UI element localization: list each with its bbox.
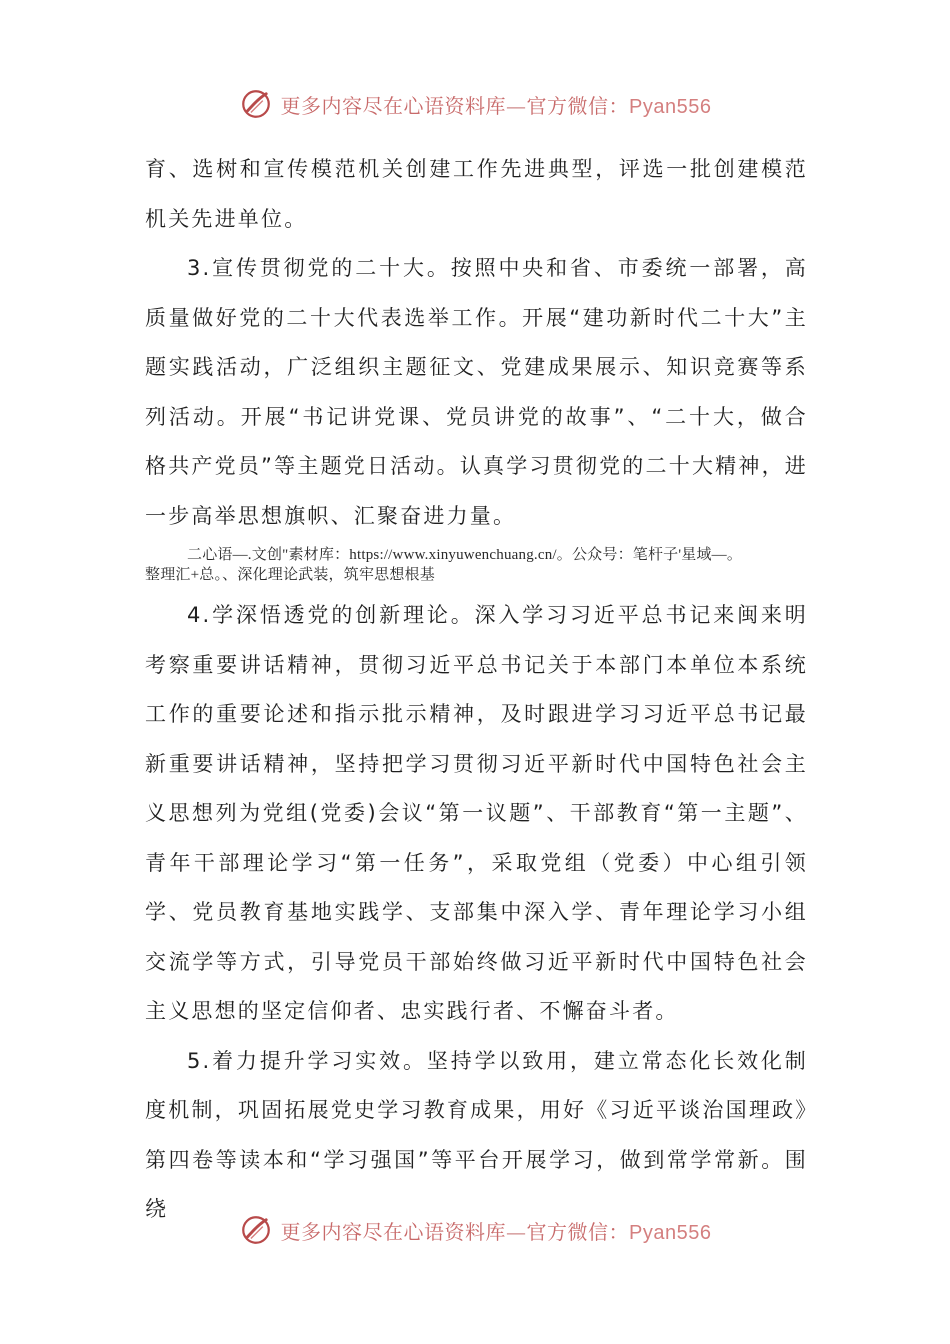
pen-logo-icon [239, 87, 273, 121]
paragraph-2: 3.宣传贯彻党的二十大。按照中央和省、市委统一部署，高质量做好党的二十大代表选举工作。开展“建功新时代二十大”主题实践活动，广泛组织主题征文、党建成果展示、知识竞赛等系列活动。开展“书记讲党课、党员讲党的故事”、“二十大，做合格共产党员”等主题党日活动。认真学习贯彻党的二十大精神，进一步高举思想旗帜、汇聚奋进力量。 [145, 256, 808, 528]
watermark-main-text: 更多内容尽在心语资料库 [280, 93, 507, 118]
watermark-main-text: 更多内容尽在心语资料库 [280, 1219, 507, 1244]
watermark-separator: — [506, 1219, 527, 1244]
inserted-note-line-2: 整理汇+总。、深化理论武装，筑牢思想根基 [145, 567, 435, 583]
watermark-suffix: 官方微信： [526, 1219, 630, 1244]
header-watermark [0, 80, 950, 128]
paragraph-4: 5.着力提升学习实效。坚持学以致用，建立常态化长效化制度机制，巩固拓展党史学习教育成果，用好《习近平谈治国理政》第四卷等读本和“学习强国”等平台开展学习，做到常学常新。围绕 [145, 1048, 808, 1221]
paragraph-3: 4.学深悟透党的创新理论。深入学习习近平总书记来闽来明考察重要讲话精神，贯彻习近平总书记关于本部门本单位本系统工作的重要论述和指示批示精神，及时跟进学习习近平总书记最新重要讲话精神，坚持把学习贯彻习近平新时代中国特色社会主义思想列为党组(党委)会议“第一议题”、干部教育“第一主题”、青年干部理论学习“第一任务”，采取党组（党委）中心组引领学、党员教育基地实践学、支部集中深入学、青年理论学习小组交流学等方式，引导党员干部始终做习近平新时代中国特色社会主义思想的坚定信仰者、忠实践行者、不懈奋斗者。 [145, 603, 808, 1023]
paragraph-1: 育、选树和宣传模范机关创建工作先进典型，评选一批创建模范机关先进单位。 [145, 157, 808, 231]
watermark-suffix: 官方微信： [526, 93, 630, 118]
inserted-note-line-1: 二心语—.文创"素材库：https://www.xinyuwenchuang.cn/。公众号：笔杆子'星域—。 [187, 547, 743, 563]
watermark-separator: — [506, 93, 527, 118]
inserted-note [145, 545, 808, 585]
footer-watermark [0, 1206, 950, 1254]
pen-logo-icon [239, 1213, 273, 1247]
watermark-wechat-id: Pyan556 [629, 95, 712, 118]
watermark-wechat-id: Pyan556 [629, 1221, 712, 1244]
document-body [145, 145, 808, 1235]
